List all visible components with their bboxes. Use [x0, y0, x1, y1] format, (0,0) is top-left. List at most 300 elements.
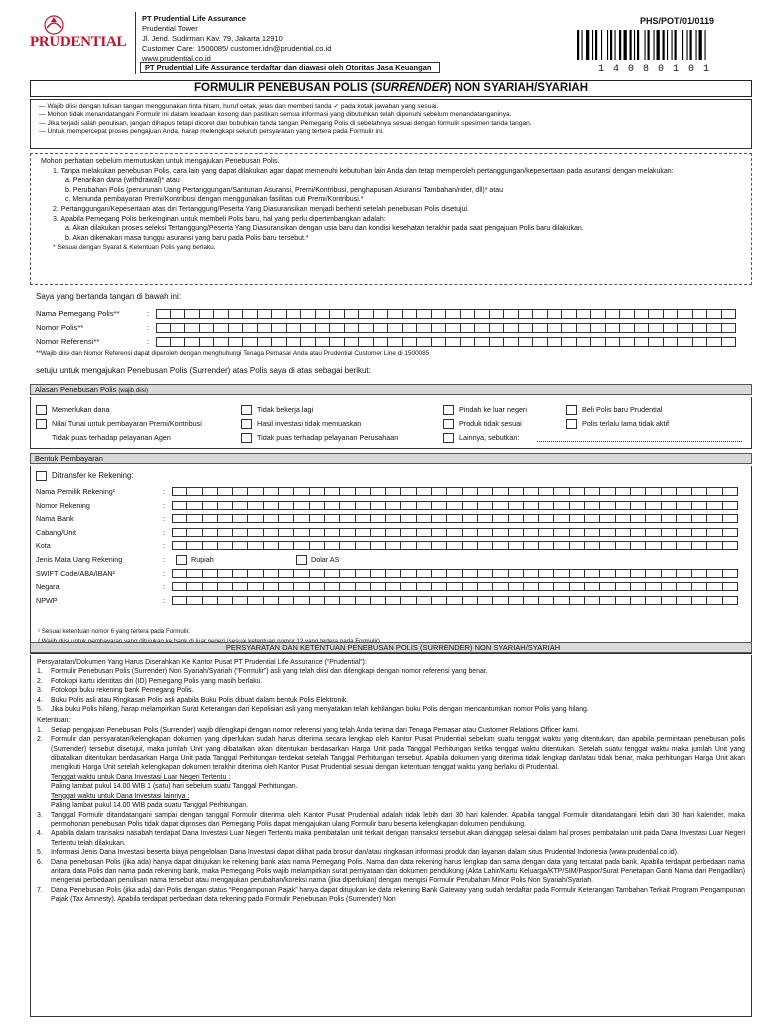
char-cell[interactable] — [401, 582, 416, 591]
char-cell[interactable] — [539, 528, 554, 537]
char-cell[interactable] — [432, 582, 447, 591]
char-cell[interactable] — [325, 528, 340, 537]
char-cell[interactable] — [386, 514, 401, 523]
char-cell[interactable] — [185, 309, 200, 319]
char-cell[interactable] — [662, 501, 677, 510]
char-cell[interactable] — [723, 514, 738, 523]
reason-checkbox[interactable] — [36, 405, 47, 415]
char-cell[interactable] — [693, 337, 708, 347]
char-cell[interactable] — [548, 323, 563, 333]
char-cell[interactable] — [229, 323, 244, 333]
char-cell[interactable] — [388, 323, 403, 333]
char-cell[interactable] — [432, 337, 447, 347]
char-cell[interactable] — [359, 337, 374, 347]
char-cell[interactable] — [509, 528, 524, 537]
char-cell[interactable] — [635, 337, 650, 347]
policy-holder-name-input[interactable] — [156, 309, 736, 319]
char-cell[interactable] — [646, 569, 661, 578]
char-cell[interactable] — [524, 569, 539, 578]
char-cell[interactable] — [301, 337, 316, 347]
char-cell[interactable] — [264, 501, 279, 510]
char-cell[interactable] — [325, 569, 340, 578]
char-cell[interactable] — [264, 569, 279, 578]
char-cell[interactable] — [478, 569, 493, 578]
char-cell[interactable] — [401, 569, 416, 578]
char-cell[interactable] — [258, 309, 273, 319]
char-cell[interactable] — [279, 596, 294, 605]
char-cell[interactable] — [218, 501, 233, 510]
char-cell[interactable] — [677, 596, 692, 605]
char-cell[interactable] — [294, 569, 309, 578]
char-cell[interactable] — [677, 487, 692, 496]
char-cell[interactable] — [524, 501, 539, 510]
char-cell[interactable] — [447, 596, 462, 605]
char-cell[interactable] — [447, 569, 462, 578]
char-cell[interactable] — [371, 596, 386, 605]
char-cell[interactable] — [554, 569, 569, 578]
char-cell[interactable] — [359, 309, 374, 319]
char-cell[interactable] — [272, 337, 287, 347]
char-cell[interactable] — [664, 309, 679, 319]
char-cell[interactable] — [218, 528, 233, 537]
reason-checkbox[interactable] — [241, 405, 252, 415]
char-cell[interactable] — [325, 541, 340, 550]
char-cell[interactable] — [386, 528, 401, 537]
char-cell[interactable] — [678, 337, 693, 347]
char-cell[interactable] — [218, 596, 233, 605]
char-cell[interactable] — [533, 309, 548, 319]
char-cell[interactable] — [631, 541, 646, 550]
char-cell[interactable] — [649, 337, 664, 347]
char-cell[interactable] — [678, 323, 693, 333]
char-cell[interactable] — [585, 582, 600, 591]
char-cell[interactable] — [678, 309, 693, 319]
char-cell[interactable] — [504, 337, 519, 347]
char-cell[interactable] — [200, 309, 215, 319]
char-cell[interactable] — [554, 582, 569, 591]
reason-checkbox[interactable] — [241, 419, 252, 429]
char-cell[interactable] — [203, 541, 218, 550]
char-cell[interactable] — [585, 528, 600, 537]
char-cell[interactable] — [692, 596, 707, 605]
char-cell[interactable] — [585, 541, 600, 550]
char-cell[interactable] — [447, 501, 462, 510]
char-cell[interactable] — [258, 337, 273, 347]
char-cell[interactable] — [356, 487, 371, 496]
char-cell[interactable] — [187, 541, 202, 550]
char-cell[interactable] — [340, 569, 355, 578]
char-cell[interactable] — [591, 323, 606, 333]
char-cell[interactable] — [554, 541, 569, 550]
char-cell[interactable] — [493, 501, 508, 510]
char-cell[interactable] — [279, 541, 294, 550]
char-cell[interactable] — [664, 323, 679, 333]
char-cell[interactable] — [386, 569, 401, 578]
char-cell[interactable] — [187, 528, 202, 537]
char-cell[interactable] — [475, 337, 490, 347]
char-cell[interactable] — [386, 541, 401, 550]
char-cell[interactable] — [591, 337, 606, 347]
char-cell[interactable] — [600, 514, 615, 523]
char-cell[interactable] — [446, 323, 461, 333]
char-cell[interactable] — [171, 323, 186, 333]
char-cell[interactable] — [294, 514, 309, 523]
char-cell[interactable] — [562, 337, 577, 347]
char-cell[interactable] — [446, 309, 461, 319]
char-cell[interactable] — [646, 514, 661, 523]
char-cell[interactable] — [248, 541, 263, 550]
char-cell[interactable] — [616, 487, 631, 496]
other-reason-input[interactable] — [537, 441, 742, 442]
char-cell[interactable] — [264, 582, 279, 591]
char-cell[interactable] — [233, 528, 248, 537]
char-cell[interactable] — [554, 596, 569, 605]
char-cell[interactable] — [156, 309, 171, 319]
char-cell[interactable] — [461, 323, 476, 333]
char-cell[interactable] — [279, 514, 294, 523]
reason-checkbox[interactable] — [36, 419, 47, 429]
char-cell[interactable] — [463, 596, 478, 605]
char-cell[interactable] — [707, 569, 722, 578]
char-cell[interactable] — [554, 487, 569, 496]
char-cell[interactable] — [371, 569, 386, 578]
char-cell[interactable] — [403, 309, 418, 319]
char-cell[interactable] — [172, 569, 187, 578]
char-cell[interactable] — [187, 569, 202, 578]
char-cell[interactable] — [509, 487, 524, 496]
char-cell[interactable] — [325, 582, 340, 591]
char-cell[interactable] — [616, 569, 631, 578]
char-cell[interactable] — [631, 528, 646, 537]
char-cell[interactable] — [723, 528, 738, 537]
char-cell[interactable] — [447, 528, 462, 537]
char-cell[interactable] — [218, 569, 233, 578]
char-cell[interactable] — [585, 514, 600, 523]
payment-field-input[interactable] — [172, 582, 738, 591]
char-cell[interactable] — [310, 569, 325, 578]
char-cell[interactable] — [316, 337, 331, 347]
char-cell[interactable] — [692, 582, 707, 591]
char-cell[interactable] — [432, 323, 447, 333]
char-cell[interactable] — [509, 582, 524, 591]
char-cell[interactable] — [340, 501, 355, 510]
char-cell[interactable] — [570, 569, 585, 578]
char-cell[interactable] — [432, 569, 447, 578]
reason-checkbox[interactable] — [566, 405, 577, 415]
char-cell[interactable] — [371, 528, 386, 537]
char-cell[interactable] — [600, 569, 615, 578]
char-cell[interactable] — [386, 487, 401, 496]
char-cell[interactable] — [325, 596, 340, 605]
char-cell[interactable] — [493, 541, 508, 550]
char-cell[interactable] — [577, 309, 592, 319]
char-cell[interactable] — [631, 582, 646, 591]
char-cell[interactable] — [509, 514, 524, 523]
char-cell[interactable] — [646, 487, 661, 496]
char-cell[interactable] — [287, 337, 302, 347]
char-cell[interactable] — [509, 501, 524, 510]
char-cell[interactable] — [294, 501, 309, 510]
char-cell[interactable] — [570, 596, 585, 605]
char-cell[interactable] — [233, 569, 248, 578]
char-cell[interactable] — [272, 323, 287, 333]
char-cell[interactable] — [417, 337, 432, 347]
char-cell[interactable] — [356, 569, 371, 578]
char-cell[interactable] — [356, 541, 371, 550]
char-cell[interactable] — [635, 309, 650, 319]
char-cell[interactable] — [203, 528, 218, 537]
char-cell[interactable] — [524, 596, 539, 605]
char-cell[interactable] — [417, 487, 432, 496]
currency-checkbox[interactable] — [176, 555, 187, 565]
char-cell[interactable] — [432, 596, 447, 605]
char-cell[interactable] — [533, 323, 548, 333]
char-cell[interactable] — [475, 309, 490, 319]
char-cell[interactable] — [214, 309, 229, 319]
char-cell[interactable] — [504, 309, 519, 319]
char-cell[interactable] — [187, 514, 202, 523]
policy-number-input[interactable] — [156, 323, 736, 333]
char-cell[interactable] — [707, 541, 722, 550]
char-cell[interactable] — [707, 514, 722, 523]
char-cell[interactable] — [478, 528, 493, 537]
char-cell[interactable] — [371, 541, 386, 550]
char-cell[interactable] — [172, 487, 187, 496]
char-cell[interactable] — [478, 487, 493, 496]
char-cell[interactable] — [509, 596, 524, 605]
char-cell[interactable] — [577, 337, 592, 347]
char-cell[interactable] — [432, 487, 447, 496]
char-cell[interactable] — [310, 514, 325, 523]
char-cell[interactable] — [478, 596, 493, 605]
char-cell[interactable] — [371, 487, 386, 496]
char-cell[interactable] — [616, 541, 631, 550]
char-cell[interactable] — [272, 309, 287, 319]
char-cell[interactable] — [662, 541, 677, 550]
char-cell[interactable] — [233, 501, 248, 510]
char-cell[interactable] — [345, 337, 360, 347]
char-cell[interactable] — [203, 582, 218, 591]
char-cell[interactable] — [172, 501, 187, 510]
char-cell[interactable] — [233, 514, 248, 523]
char-cell[interactable] — [723, 582, 738, 591]
char-cell[interactable] — [616, 596, 631, 605]
char-cell[interactable] — [264, 528, 279, 537]
char-cell[interactable] — [417, 541, 432, 550]
char-cell[interactable] — [229, 309, 244, 319]
char-cell[interactable] — [417, 309, 432, 319]
char-cell[interactable] — [218, 514, 233, 523]
char-cell[interactable] — [577, 323, 592, 333]
char-cell[interactable] — [548, 337, 563, 347]
char-cell[interactable] — [264, 514, 279, 523]
char-cell[interactable] — [447, 487, 462, 496]
char-cell[interactable] — [539, 541, 554, 550]
char-cell[interactable] — [463, 541, 478, 550]
char-cell[interactable] — [461, 337, 476, 347]
char-cell[interactable] — [620, 323, 635, 333]
char-cell[interactable] — [356, 501, 371, 510]
reason-checkbox[interactable] — [443, 419, 454, 429]
char-cell[interactable] — [330, 323, 345, 333]
char-cell[interactable] — [432, 514, 447, 523]
char-cell[interactable] — [401, 596, 416, 605]
char-cell[interactable] — [248, 514, 263, 523]
char-cell[interactable] — [386, 596, 401, 605]
char-cell[interactable] — [356, 514, 371, 523]
char-cell[interactable] — [279, 569, 294, 578]
char-cell[interactable] — [172, 528, 187, 537]
char-cell[interactable] — [493, 528, 508, 537]
char-cell[interactable] — [258, 323, 273, 333]
char-cell[interactable] — [631, 569, 646, 578]
char-cell[interactable] — [187, 501, 202, 510]
char-cell[interactable] — [417, 582, 432, 591]
char-cell[interactable] — [723, 596, 738, 605]
char-cell[interactable] — [218, 541, 233, 550]
char-cell[interactable] — [722, 309, 737, 319]
char-cell[interactable] — [475, 323, 490, 333]
char-cell[interactable] — [233, 541, 248, 550]
char-cell[interactable] — [662, 528, 677, 537]
char-cell[interactable] — [548, 309, 563, 319]
char-cell[interactable] — [301, 323, 316, 333]
char-cell[interactable] — [325, 487, 340, 496]
char-cell[interactable] — [662, 596, 677, 605]
char-cell[interactable] — [310, 487, 325, 496]
char-cell[interactable] — [310, 596, 325, 605]
char-cell[interactable] — [646, 541, 661, 550]
char-cell[interactable] — [631, 596, 646, 605]
char-cell[interactable] — [340, 487, 355, 496]
char-cell[interactable] — [417, 514, 432, 523]
char-cell[interactable] — [570, 541, 585, 550]
char-cell[interactable] — [233, 596, 248, 605]
char-cell[interactable] — [200, 337, 215, 347]
char-cell[interactable] — [570, 528, 585, 537]
char-cell[interactable] — [631, 501, 646, 510]
payment-field-input[interactable] — [172, 528, 738, 537]
char-cell[interactable] — [203, 487, 218, 496]
char-cell[interactable] — [677, 501, 692, 510]
char-cell[interactable] — [279, 582, 294, 591]
char-cell[interactable] — [570, 514, 585, 523]
char-cell[interactable] — [524, 528, 539, 537]
char-cell[interactable] — [359, 323, 374, 333]
char-cell[interactable] — [600, 501, 615, 510]
payment-field-input[interactable] — [172, 487, 738, 496]
char-cell[interactable] — [185, 337, 200, 347]
char-cell[interactable] — [447, 541, 462, 550]
char-cell[interactable] — [463, 487, 478, 496]
char-cell[interactable] — [187, 487, 202, 496]
char-cell[interactable] — [264, 596, 279, 605]
char-cell[interactable] — [403, 323, 418, 333]
char-cell[interactable] — [707, 501, 722, 510]
char-cell[interactable] — [185, 323, 200, 333]
char-cell[interactable] — [243, 309, 258, 319]
char-cell[interactable] — [386, 582, 401, 591]
char-cell[interactable] — [677, 541, 692, 550]
char-cell[interactable] — [243, 337, 258, 347]
payment-field-input[interactable] — [172, 596, 738, 605]
char-cell[interactable] — [171, 309, 186, 319]
char-cell[interactable] — [723, 541, 738, 550]
char-cell[interactable] — [432, 309, 447, 319]
char-cell[interactable] — [519, 309, 534, 319]
char-cell[interactable] — [463, 501, 478, 510]
char-cell[interactable] — [340, 514, 355, 523]
char-cell[interactable] — [340, 541, 355, 550]
char-cell[interactable] — [722, 337, 737, 347]
reason-checkbox[interactable] — [443, 405, 454, 415]
char-cell[interactable] — [504, 323, 519, 333]
char-cell[interactable] — [330, 337, 345, 347]
char-cell[interactable] — [340, 596, 355, 605]
char-cell[interactable] — [187, 582, 202, 591]
char-cell[interactable] — [156, 337, 171, 347]
char-cell[interactable] — [203, 569, 218, 578]
char-cell[interactable] — [533, 337, 548, 347]
char-cell[interactable] — [600, 487, 615, 496]
char-cell[interactable] — [248, 487, 263, 496]
char-cell[interactable] — [316, 309, 331, 319]
char-cell[interactable] — [172, 582, 187, 591]
char-cell[interactable] — [570, 582, 585, 591]
char-cell[interactable] — [664, 337, 679, 347]
char-cell[interactable] — [606, 323, 621, 333]
char-cell[interactable] — [248, 569, 263, 578]
char-cell[interactable] — [218, 582, 233, 591]
char-cell[interactable] — [662, 569, 677, 578]
char-cell[interactable] — [463, 528, 478, 537]
char-cell[interactable] — [248, 528, 263, 537]
char-cell[interactable] — [693, 323, 708, 333]
char-cell[interactable] — [570, 487, 585, 496]
char-cell[interactable] — [600, 582, 615, 591]
char-cell[interactable] — [388, 337, 403, 347]
char-cell[interactable] — [692, 501, 707, 510]
payment-field-input[interactable] — [172, 541, 738, 550]
char-cell[interactable] — [662, 582, 677, 591]
char-cell[interactable] — [692, 541, 707, 550]
char-cell[interactable] — [248, 596, 263, 605]
char-cell[interactable] — [371, 514, 386, 523]
char-cell[interactable] — [723, 569, 738, 578]
char-cell[interactable] — [172, 514, 187, 523]
char-cell[interactable] — [635, 323, 650, 333]
char-cell[interactable] — [692, 528, 707, 537]
char-cell[interactable] — [707, 596, 722, 605]
char-cell[interactable] — [243, 323, 258, 333]
char-cell[interactable] — [707, 309, 722, 319]
char-cell[interactable] — [519, 337, 534, 347]
char-cell[interactable] — [187, 596, 202, 605]
char-cell[interactable] — [294, 582, 309, 591]
char-cell[interactable] — [294, 528, 309, 537]
char-cell[interactable] — [493, 569, 508, 578]
char-cell[interactable] — [356, 582, 371, 591]
char-cell[interactable] — [585, 501, 600, 510]
reason-checkbox[interactable] — [566, 419, 577, 429]
char-cell[interactable] — [570, 501, 585, 510]
char-cell[interactable] — [301, 309, 316, 319]
char-cell[interactable] — [401, 514, 416, 523]
char-cell[interactable] — [294, 487, 309, 496]
char-cell[interactable] — [374, 337, 389, 347]
char-cell[interactable] — [417, 501, 432, 510]
char-cell[interactable] — [562, 309, 577, 319]
